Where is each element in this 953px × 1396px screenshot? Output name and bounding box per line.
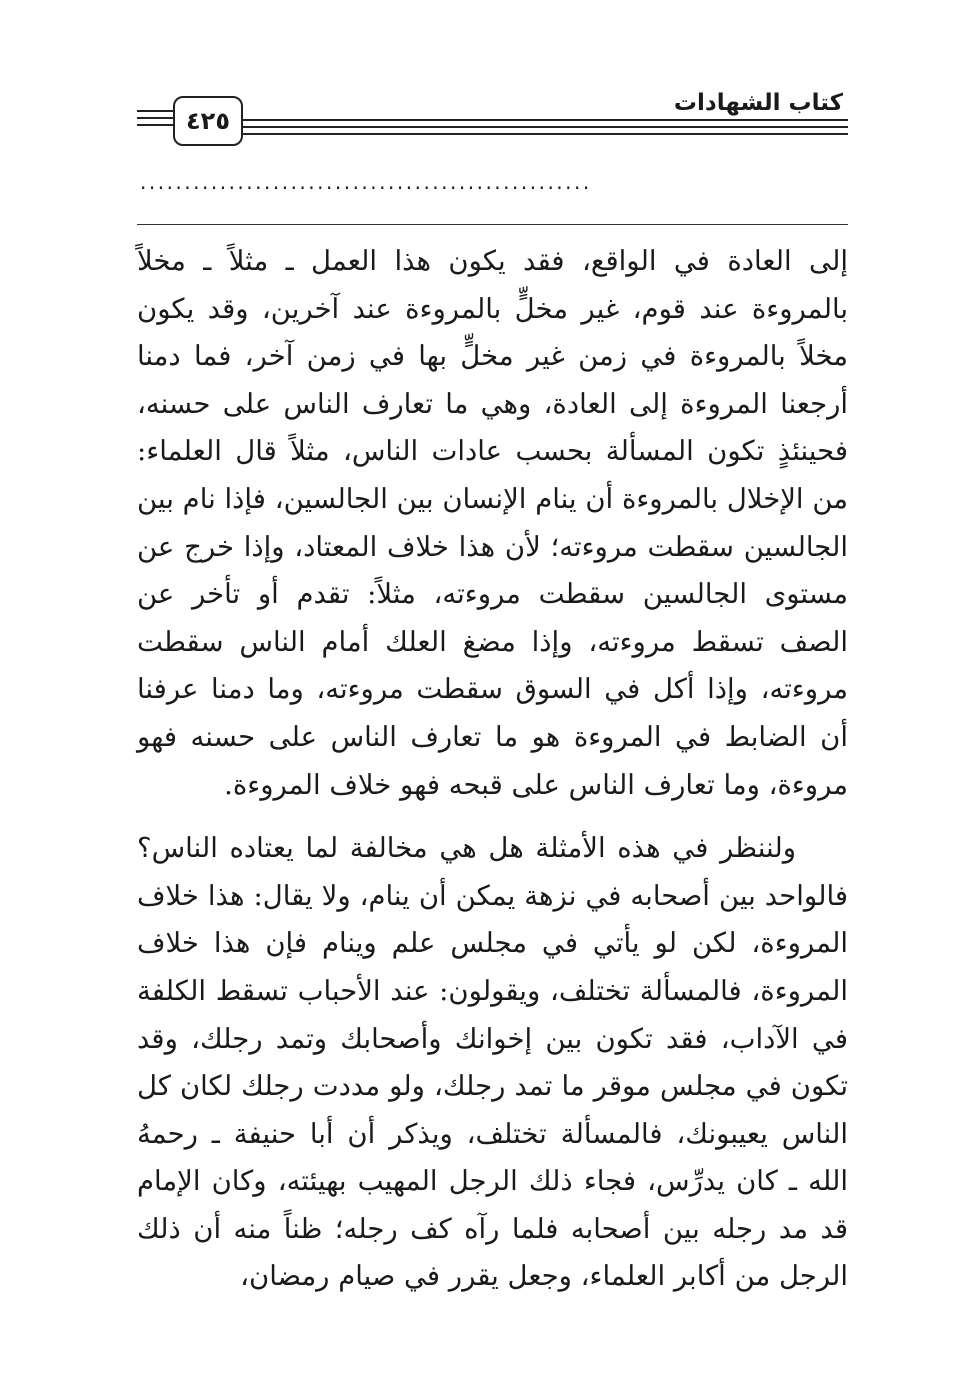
header-rule-right-3 bbox=[240, 133, 848, 135]
main-text bbox=[137, 238, 848, 1301]
header-rule-left-1 bbox=[137, 110, 175, 112]
page-header bbox=[0, 0, 953, 160]
header-rule-left-3 bbox=[137, 124, 175, 126]
omission-dots: ................................................... bbox=[140, 170, 592, 194]
header-rule-right-2 bbox=[240, 126, 848, 128]
header-rule-right-1 bbox=[240, 119, 848, 121]
header-rule-left-2 bbox=[137, 117, 175, 119]
paragraph-2: ولننظر في هذه الأمثلة هل هي مخالفة لما يعتاده الناس؟ فالواحد بين أصحابه في نزهة يمكن أن ينام، ولا يقال: هذا خلاف المروءة، لكن لو يأتي في مجلس علم وينام فإن هذا خلاف المروءة، فالمسألة تختلف، ويقولون: عند الأحباب تسقط الكلفة في الآداب، فقد تكون بين إخوانك وأصحابك وتمد رجلك، وقد تكون في مجلس موقر ما تمد رجلك، ولو مددت رجلك لكان كل الناس يعيبونك، فالمسألة تختلف، ويذكر أن أبا حنيفة ـ رحمهُ الله ـ كان يدرِّس، فجاء ذلك الرجل المهيب بهيئته، وكان الإمام قد مد رجله بين أصحابه فلما رآه كف رجله؛ ظناً منه أن ذلك الرجل من أكابر العلماء، وجعل يقرر في صيام رمضان، bbox=[137, 832, 848, 1293]
separator-rule bbox=[137, 224, 848, 225]
page-number: ٤٢٥ bbox=[173, 96, 243, 146]
book-title: كتاب الشهادات bbox=[673, 90, 843, 116]
paragraph-1: إلى العادة في الواقع، فقد يكون هذا العمل ـ مثلاً ـ مخلاً بالمروءة عند قوم، غير مخلٍّ بالمروءة عند آخرين، وقد يكون مخلاً بالمروءة في زمن غير مخلٍّ بها في زمن آخر، فما دمنا أرجعنا المروءة إلى العادة، وهي ما تعارف الناس على حسنه، فحينئذٍ تكون المسألة بحسب عادات الناس، مثلاً قال العلماء: من الإخلال بالمروءة أن ينام الإنسان بين الجالسين، فإذا نام بين الجالسين سقطت مروءته؛ لأن هذا خلاف المعتاد، وإذا خرج عن مستوى الجالسين سقطت مروءته، مثلاً: تقدم أو تأخر عن الصف تسقط مروءته، وإذا مضغ العلك أمام الناس سقطت مروءته، وإذا أكل في السوق سقطت مروءته، وما دمنا عرفنا أن الضابط في المروءة هو ما تعارف الناس على حسنه فهو مروءة، وما تعارف الناس على قبحه فهو خلاف المروءة. bbox=[137, 245, 848, 801]
